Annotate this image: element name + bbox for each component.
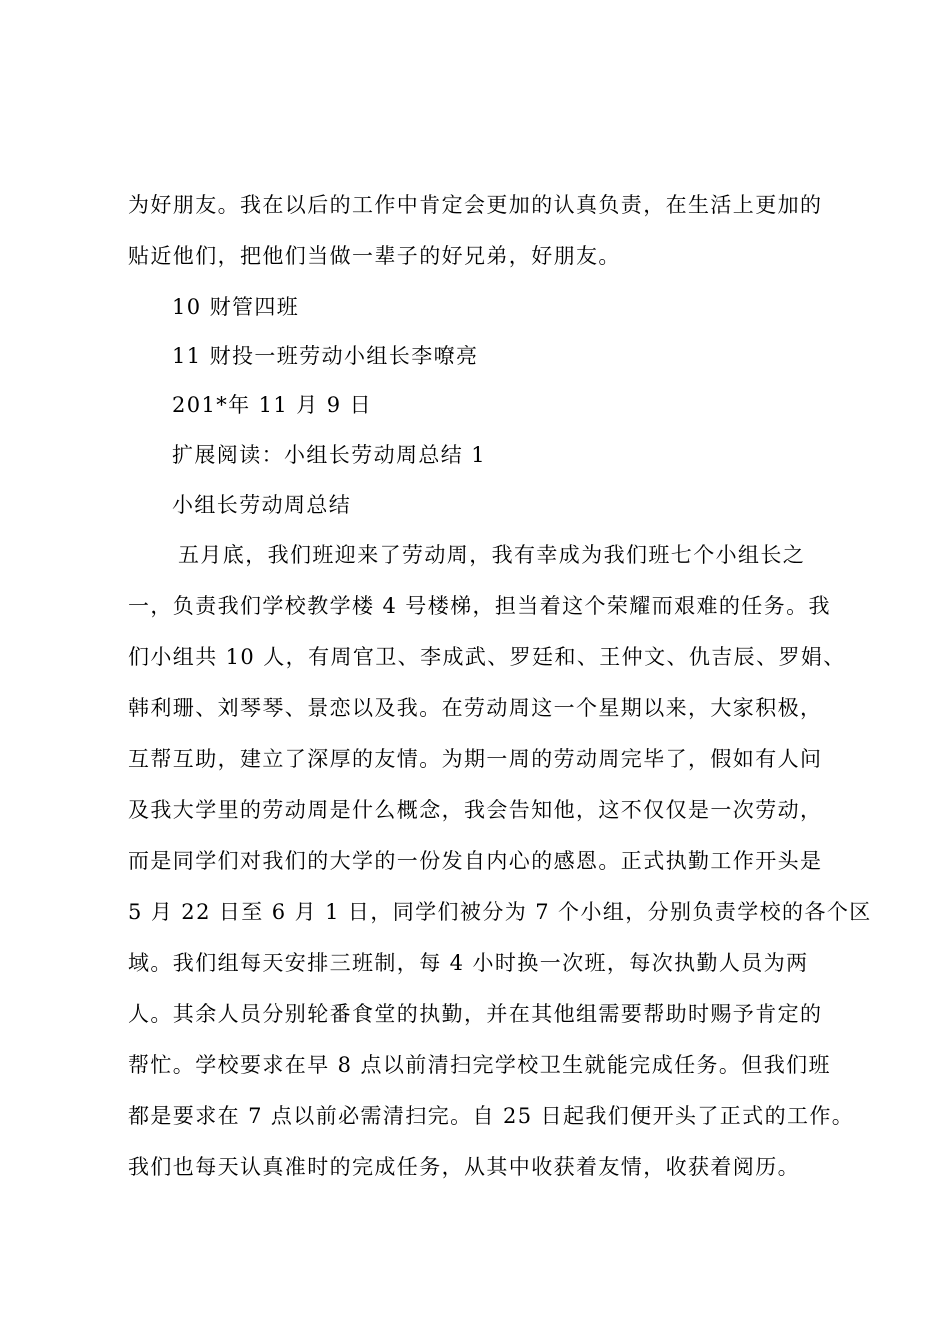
paragraph-line: 都是要求在 7 点以前必需清扫完。自 25 日起我们便开头了正式的工作。 <box>128 1104 855 1128</box>
paragraph-line: 互帮互助，建立了深厚的友情。为期一周的劳动周完毕了，假如有人问 <box>128 747 823 771</box>
paragraph-line: 韩利珊、刘琴琴、景恋以及我。在劳动周这一个星期以来，大家积极， <box>128 696 823 720</box>
paragraph-line: 五月底，我们班迎来了劳动周，我有幸成为我们班七个小组长之 <box>178 543 806 567</box>
paragraph-line: 贴近他们，把他们当做一辈子的好兄弟，好朋友。 <box>128 244 621 268</box>
paragraph-line: 为好朋友。我在以后的工作中肯定会更加的认真负责，在生活上更加的 <box>128 193 823 217</box>
paragraph-line: 帮忙。学校要求在早 8 点以前清扫完学校卫生就能完成任务。但我们班 <box>128 1053 831 1077</box>
class-name-line: 10 财管四班 <box>172 295 300 319</box>
paragraph-line: 及我大学里的劳动周是什么概念，我会告知他，这不仅仅是一次劳动， <box>128 798 823 822</box>
paragraph-line: 域。我们组每天安排三班制，每 4 小时换一次班，每次执勤人员为两 <box>128 951 809 975</box>
paragraph-line: 我们也每天认真准时的完成任务，从其中收获着友情，收获着阅历。 <box>128 1155 800 1179</box>
paragraph-line: 人。其余人员分别轮番食堂的执勤，并在其他组需要帮助时赐予肯定的 <box>128 1002 823 1026</box>
author-line: 11 财投一班劳动小组长李嘹亮 <box>172 344 479 368</box>
date-line: 201*年 11 月 9 日 <box>172 393 372 417</box>
paragraph-line: 一，负责我们学校教学楼 4 号楼梯，担当着这个荣耀而艰难的任务。我 <box>128 594 831 618</box>
section-title: 小组长劳动周总结 <box>172 493 352 517</box>
paragraph-line: 们小组共 10 人，有周官卫、李成武、罗廷和、王仲文、仇吉辰、罗娟、 <box>128 645 846 669</box>
paragraph-line: 而是同学们对我们的大学的一份发自内心的感恩。正式执勤工作开头是 <box>128 849 823 873</box>
paragraph-line: 5 月 22 日至 6 月 1 日，同学们被分为 7 个小组，分别负责学校的各个区 <box>128 900 872 924</box>
extended-reading-line: 扩展阅读：小组长劳动周总结 1 <box>172 443 487 467</box>
